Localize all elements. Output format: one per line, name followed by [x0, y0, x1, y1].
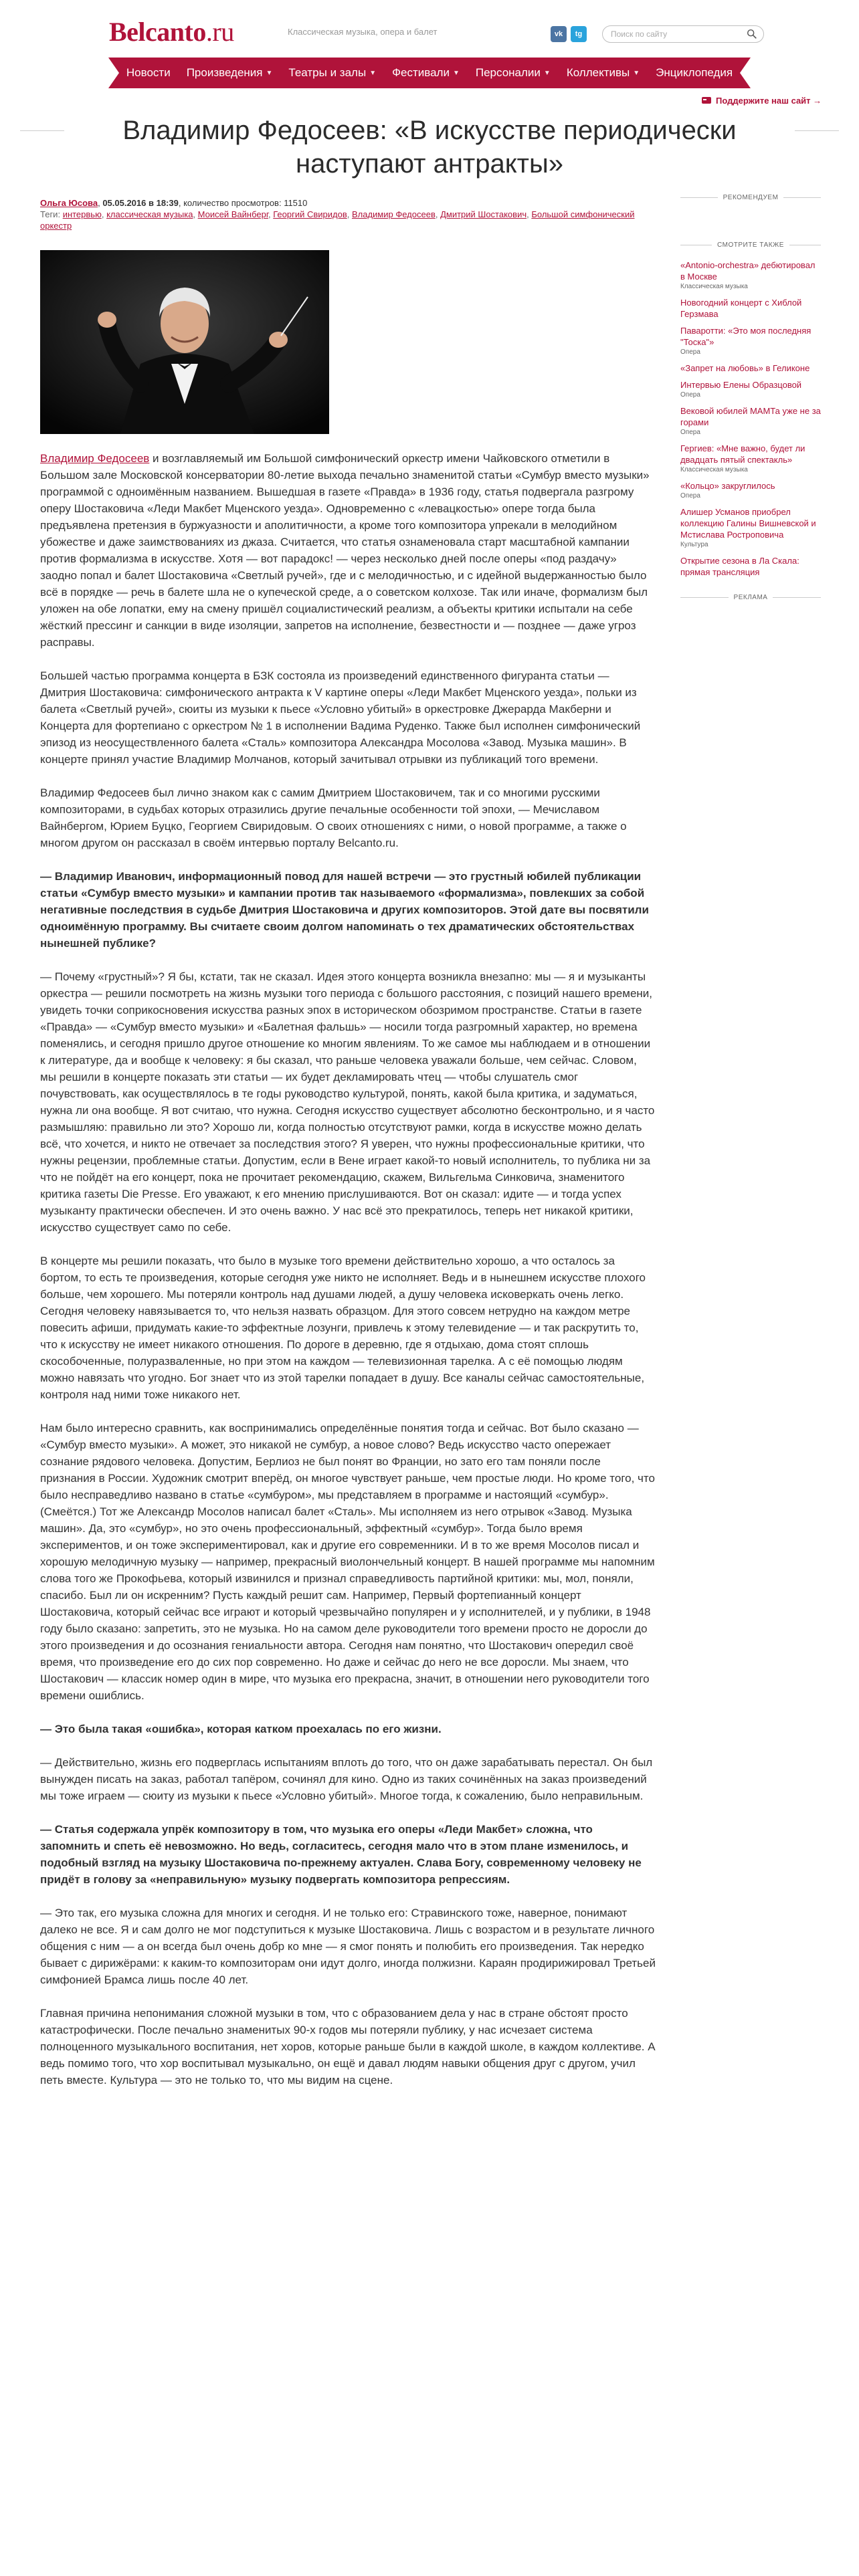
title-divider-left	[20, 130, 64, 131]
list-item[interactable]: «Запрет на любовь» в Геликоне	[680, 363, 810, 373]
see-also-heading: СМОТРИТЕ ТАКЖЕ	[680, 241, 821, 249]
tag-link[interactable]: классическая музыка	[106, 209, 193, 219]
search-box	[602, 25, 764, 43]
article-paragraph: Владимир Федосеев был лично знаком как с самим Дмитрием Шостаковичем, так и со многими русскими композиторами, в судьбах которых отразились другие печальные особенности той эпохи, — Мечиславом Вайнбергом, Юрием Буцко, Георгием Свиридовым. О своих отношениях с ними, о новой программе, а также о многом другом он рассказал в своём интервью порталу Belcanto.ru.	[40, 786, 627, 849]
interview-question: — Владимир Иванович, информационный повод для нашей встречи — это грустный юбилей публикации статьи «Сумбур вместо музыки» и кампании против так называемого «формализма», повлекших за собой негативные последствия в судьбе Дмитрия Шостаковича и других композиторов. Этой дате вы посвятили одноимённую программу. Вы считаете своим долгом напоминать о тех драматических обстоятельствах нынешней публике?	[40, 870, 649, 950]
site-tagline: Классическая музыка, опера и балет	[288, 27, 438, 37]
tag-link[interactable]: интервью	[62, 209, 102, 219]
interview-answer: — Это так, его музыка сложна для многих и сегодня. И не только его: Стравинского тоже, наверное, понимают далеко не все. Я и сам долго не мог подступиться к музыке Шостаковича. Лишь с возрастом и в результате личного общения с ним — а он всегда был очень добр ко мне — я смог понять и полюбить его произведения. Так нередко бывает с дирижёрами: к каким-то композиторам они идут долго, иногда полжизни. Караян продирижировал Третьей симфонией Брамса лишь после 40 лет.	[40, 1907, 656, 1986]
list-item[interactable]: Открытие сезона в Ла Скала: прямая трансляция	[680, 556, 799, 577]
tag-link[interactable]: Дмитрий Шостакович	[440, 209, 527, 219]
person-link[interactable]: Владимир Федосеев	[40, 452, 150, 465]
site-header	[0, 0, 859, 94]
list-item[interactable]: «Кольцо» закруглилось Опера	[680, 481, 775, 500]
see-also-list	[680, 259, 821, 578]
recommend-heading: РЕКОМЕНДУЕМ	[680, 194, 821, 201]
support-site-link[interactable]: Поддержите наш сайт →	[701, 95, 822, 106]
views-count: количество просмотров: 11510	[183, 198, 308, 208]
conductor-photo-icon	[40, 250, 329, 434]
ads-heading: РЕКЛАМА	[680, 594, 821, 601]
page-title: Владимир Федосеев: «В искусстве периодически наступают антракты»	[122, 116, 737, 179]
article-body	[40, 450, 656, 2105]
main-nav	[119, 58, 740, 88]
donate-icon	[701, 95, 712, 106]
author-link[interactable]: Ольга Юсова	[40, 198, 98, 208]
interview-answer: Нам было интересно сравнить, как воспринимались определённые понятия тогда и сейчас. Вот было сказано — «Сумбур вместо музыки». А может, это никакой не сумбур, а новое слово? Ведь искусство часто опережает сознание рядового человека. Допустим, Берлиоз не был понят во Франции, но зато его там поняли после признания в России. Художник смотрит вперёд, он многое чувствует раньше, чем простые люди. Но кроме того, что было несправедливо названо в статье «сумбуром», мы представляем в программе и настоящий «сумбур». (Смеётся.) Тот же Александр Мосолов написал балет «Сталь». Мы исполняем из него отрывок «Завод. Музыка машин». Да, это «сумбур», но это очень профессиональный, эффектный «сумбур». Тогда было время экспериментов, и он тоже экспериментировал, как и другие его современники. И в то же время Мосолов писал и хорошую мелодичную музыку — например, прекрасный виолончельный концерт. В нашей программе мы напомним слова того же Прокофьева, который извинился и признал справедливость партийной критики: мы, мол, поняли, спасибо. Был ли он искренним? Пусть каждый решит сам. Например, Первый фортепианный концерт Шостаковича, который сейчас все играют и который чрезвычайно популярен и у исполнителей, и у публики, в 1948 году было сказано: запретить, это не музыка. Но на самом деле руководители того времени просто не доросли до этого произведения и до осознания гениальности автора. Сегодня нам понятно, что Шостакович опередил своё время, что произведение его до сих пор современно. Но даже и сейчас до него не все доросли. Мы знаем, что Шостакович — классик номер один в мире, что музыка его прекрасна, значит, в отношении него руководители того времени ошиблись.	[40, 1422, 655, 1702]
nav-persons[interactable]: Персоналии ▼	[475, 66, 551, 79]
list-item[interactable]: «Antonio-orchestra» дебютировал в Москве Классическая музыка	[680, 260, 816, 290]
chevron-down-icon: ▼	[543, 69, 551, 77]
tag-list: Теги: интервью, классическая музыка, Моисей Вайнберг, Георгий Свиридов, Владимир Федосеев, Дмитрий Шостакович, Большой симфонический оркестр	[40, 209, 635, 231]
chevron-down-icon: ▼	[452, 69, 460, 77]
list-item[interactable]: Паваротти: «Это моя последняя "Тоска"» Опера	[680, 326, 812, 356]
site-logo[interactable]: Belcanto.ru	[109, 17, 234, 47]
interview-answer: В концерте мы решили показать, что было в музыке того времени действительно хорошо, а что осталось за бортом, то есть те произведения, которые сегодня уже никто не исполняет. Ведь и в нынешнем искусстве плохого больше, чем хорошего. Мы потеряли контроль над душами людей, а душу человека исковеркать очень легко. Сегодня человеку навязывается то, что нельзя назвать образцом. Для этого совсем нетрудно на каждом метре повесить афиши, придумать какие-то эффектные лозунги, привлечь к этому телевидение — и так раскрутить то, что к искусству не имеет никакого отношения. По дороге в деревню, где я отдыхаю, дома стоят сплошь скособоченные, полуразваленные, но при этом на каждом — телевизионная тарелка. А с её помощью людям можно навязать что угодно. Бог знает что из этой тарелки попадает в душу. Все каналы сейчас самостоятельные, контроля над ними тоже никакого нет.	[40, 1255, 646, 1401]
interview-answer: Главная причина непонимания сложной музыки в том, что с образованием дела у нас в стране обстоят просто катастрофически. После печально знаменитых 90-х годов мы потеряли публику, у нас исчезает система полноценного музыкального воспитания, нет хоров, которые раньше были в каждой школе, в каждом коллективе. А ведь помимо того, что хор воспитывал музыкально, он ещё и давал людям навыки общения друг с другом, учил петь вместе. Культура — это не только то, что мы видим на сцене.	[40, 2007, 656, 2086]
list-item[interactable]: Интервью Елены Образцовой Опера	[680, 380, 802, 399]
nav-news[interactable]: Новости	[126, 66, 171, 79]
publish-date: 05.05.2016 в 18:39	[102, 198, 179, 208]
tag-link[interactable]: Большой симфонический оркестр	[40, 209, 635, 231]
article-paragraph: Владимир Федосеев и возглавляемый им Большой симфонический оркестр имени Чайковского отметили в Большом зале Московской консерватории 80-летие выхода печально знаменитой статьи «Сумбур вместо музыки» программой с одноимённым названием. Вышедшая в газете «Правда» в 1936 году, статья подвергала разгрому оперу Шостаковича «Леди Макбет Мценского уезда». Одновременно с «левацкостью» опере тогда была предъявлена претензия в буржуазности и аполитичности, а кроме того композитора упрекали в мелодийном убожестве и даже заимствованиях из джаза. Считается, что статья ознаменовала старт масштабной кампании против формализма в искусстве. Хотя — вот парадокс! — через несколько дней после оперы «под раздачу» заодно попал и балет Шостаковича «Светлый ручей», где и с мелодичностью, и с идейной выдержанностью было всё в порядке — речь в балете шла не о купеческой среде, а о советском колхозе. Так или иначе, формализм был уложен на обе лопатки, ему на смену пришёл социалистический реализм, а объекты критики испытали на себе жёсткий прессинг и санкции в виде изоляции, запретов на исполнение, безвестности и — позднее — даже угроз расправы.	[40, 452, 650, 649]
chevron-down-icon: ▼	[266, 69, 273, 77]
list-item[interactable]: Гергиев: «Мне важно, будет ли двадцать пятый спектакль» Классическая музыка	[680, 443, 805, 473]
title-divider-right	[795, 130, 839, 131]
interview-question: — Это была такая «ошибка», которая катком проехалась по его жизни.	[40, 1723, 442, 1735]
tag-link[interactable]: Владимир Федосеев	[351, 209, 436, 219]
nav-festivals[interactable]: Фестивали ▼	[392, 66, 460, 79]
interview-answer: — Действительно, жизнь его подверглась испытаниям вплоть до того, что он даже зарабатывать перестал. Он был вынужден писать на заказ, работал тапёром, сочинял для кино. Одно из таких сочинённых на заказ произведений мы тоже играем — сюиту из музыки к пьесе «Условно убитый». Многое тогда, к сожалению, было неправильным.	[40, 1756, 653, 1802]
nav-collectives[interactable]: Коллективы ▼	[566, 66, 640, 79]
article-paragraph: Большей частью программа концерта в БЗК состояла из произведений единственного фигуранта статьи — Дмитрия Шостаковича: симфонического антракта к V картине оперы «Леди Макбет Мценского уезда», польки из балета «Светлый ручей», сюиты из музыки к пьесе «Условно убитый» в оркестровке Джерарда Макберни и Концерта для фортепиано с оркестром № 1 в исполнении Вадима Руденко. Также был исполнен симфонический эпизод из неосуществленного балета «Сталь» композитора Александра Мосолова «Завод. Музыка машин». В концерте принял участие Владимир Молчанов, который зачитывал отрывки из публикаций того времени.	[40, 669, 641, 766]
list-item[interactable]: Вековой юбилей МАМТа уже не за горами Опера	[680, 406, 821, 436]
interview-answer: — Почему «грустный»? Я бы, кстати, так не сказал. Идея этого концерта возникла внезапно: мы — я и музыканты оркестра — решили посмотреть на жизнь музыки того периода с большого расстояния, с позиций нашего времени, увидеть точки соприкосновения искусства разных эпох в историческом обозримом пространстве. Статьи в газете «Правда» — «Сумбур вместо музыки» и «Балетная фальшь» — носили тогда разгромный характер, но времена поменялись, и сегодня пришло другое отношение ко многим явлениям. То же самое мы наблюдаем и в отношении к литературе, да и вообще к человеку: я бы сказал, что раньше человека уважали больше, чем сейчас. Словом, мы решили в концерте показать эти статьи — их будет декламировать чтец — чтобы слушатель смог почувствовать, как осуществлялось в те годы руководство культурой, понять, какой была критика, и задуматься, нужна ли она вообще. Я вот считаю, что нужна. Сегодня искусство существует абсолютно бесконтрольно, и я часто размышляю: правильно ли это? Хорошо ли, когда полностью отсутствуют рамки, когда в искусстве можно делать всё, что хочется, и никто не отвечает за последствия этого? Я уверен, что нужны профессиональные критики, что нужны рецензии, проблемные статьи. Допустим, если в Вене играет какой-то новый исполнитель, то публика ни за что не пойдёт на его концерт, пока не прочитает рекомендацию, скажем, Вильгельма Синковича, знаменитого критика газеты Die Presse. Его уважают, к его мнению прислушиваются. Вот он сказал: идите — и тогда успех музыканту практически обеспечен. И это очень важно. У нас всё это прекратилось, теперь нет никакой критики, искусство существует само по себе.	[40, 970, 655, 1234]
telegram-icon[interactable]: tg	[571, 26, 587, 42]
article-meta: Ольга Юсова, 05.05.2016 в 18:39, количество просмотров: 11510 Теги: интервью, классическая музыка, Моисей Вайнберг, Георгий Свиридов, Владимир Федосеев, Дмитрий Шостакович, Большой симфонический оркестр	[40, 197, 656, 231]
nav-encyclopedia[interactable]: Энциклопедия	[656, 66, 733, 79]
tag-link[interactable]: Моисей Вайнберг	[197, 209, 268, 219]
chevron-down-icon: ▼	[369, 69, 377, 77]
social-links	[551, 26, 587, 42]
sidebar	[680, 194, 821, 601]
search-input[interactable]	[603, 26, 737, 42]
interview-question: — Статья содержала упрёк композитору в том, что музыка его оперы «Леди Макбет» сложна, что запомнить и спеть её невозможно. Но ведь, согласитесь, сегодня мало что в этом плане изменилось, и подобный взгляд на музыку Шостаковича по-прежнему актуален. Слава Богу, современному человеку не придёт в голову за «неправильную» музыку подвергать композитора репрессиям.	[40, 1823, 642, 1886]
list-item[interactable]: Новогодний концерт с Хиблой Герзмава	[680, 298, 802, 319]
vk-icon[interactable]: vk	[551, 26, 567, 42]
tag-link[interactable]: Георгий Свиридов	[273, 209, 347, 219]
nav-theaters[interactable]: Театры и залы ▼	[288, 66, 377, 79]
search-icon[interactable]	[746, 28, 758, 40]
article-photo	[40, 250, 329, 434]
list-item[interactable]: Алишер Усманов приобрел коллекцию Галины Вишневской и Мстислава Ростроповича Культура	[680, 507, 816, 548]
nav-works[interactable]: Произведения ▼	[186, 66, 273, 79]
chevron-down-icon: ▼	[633, 69, 640, 77]
